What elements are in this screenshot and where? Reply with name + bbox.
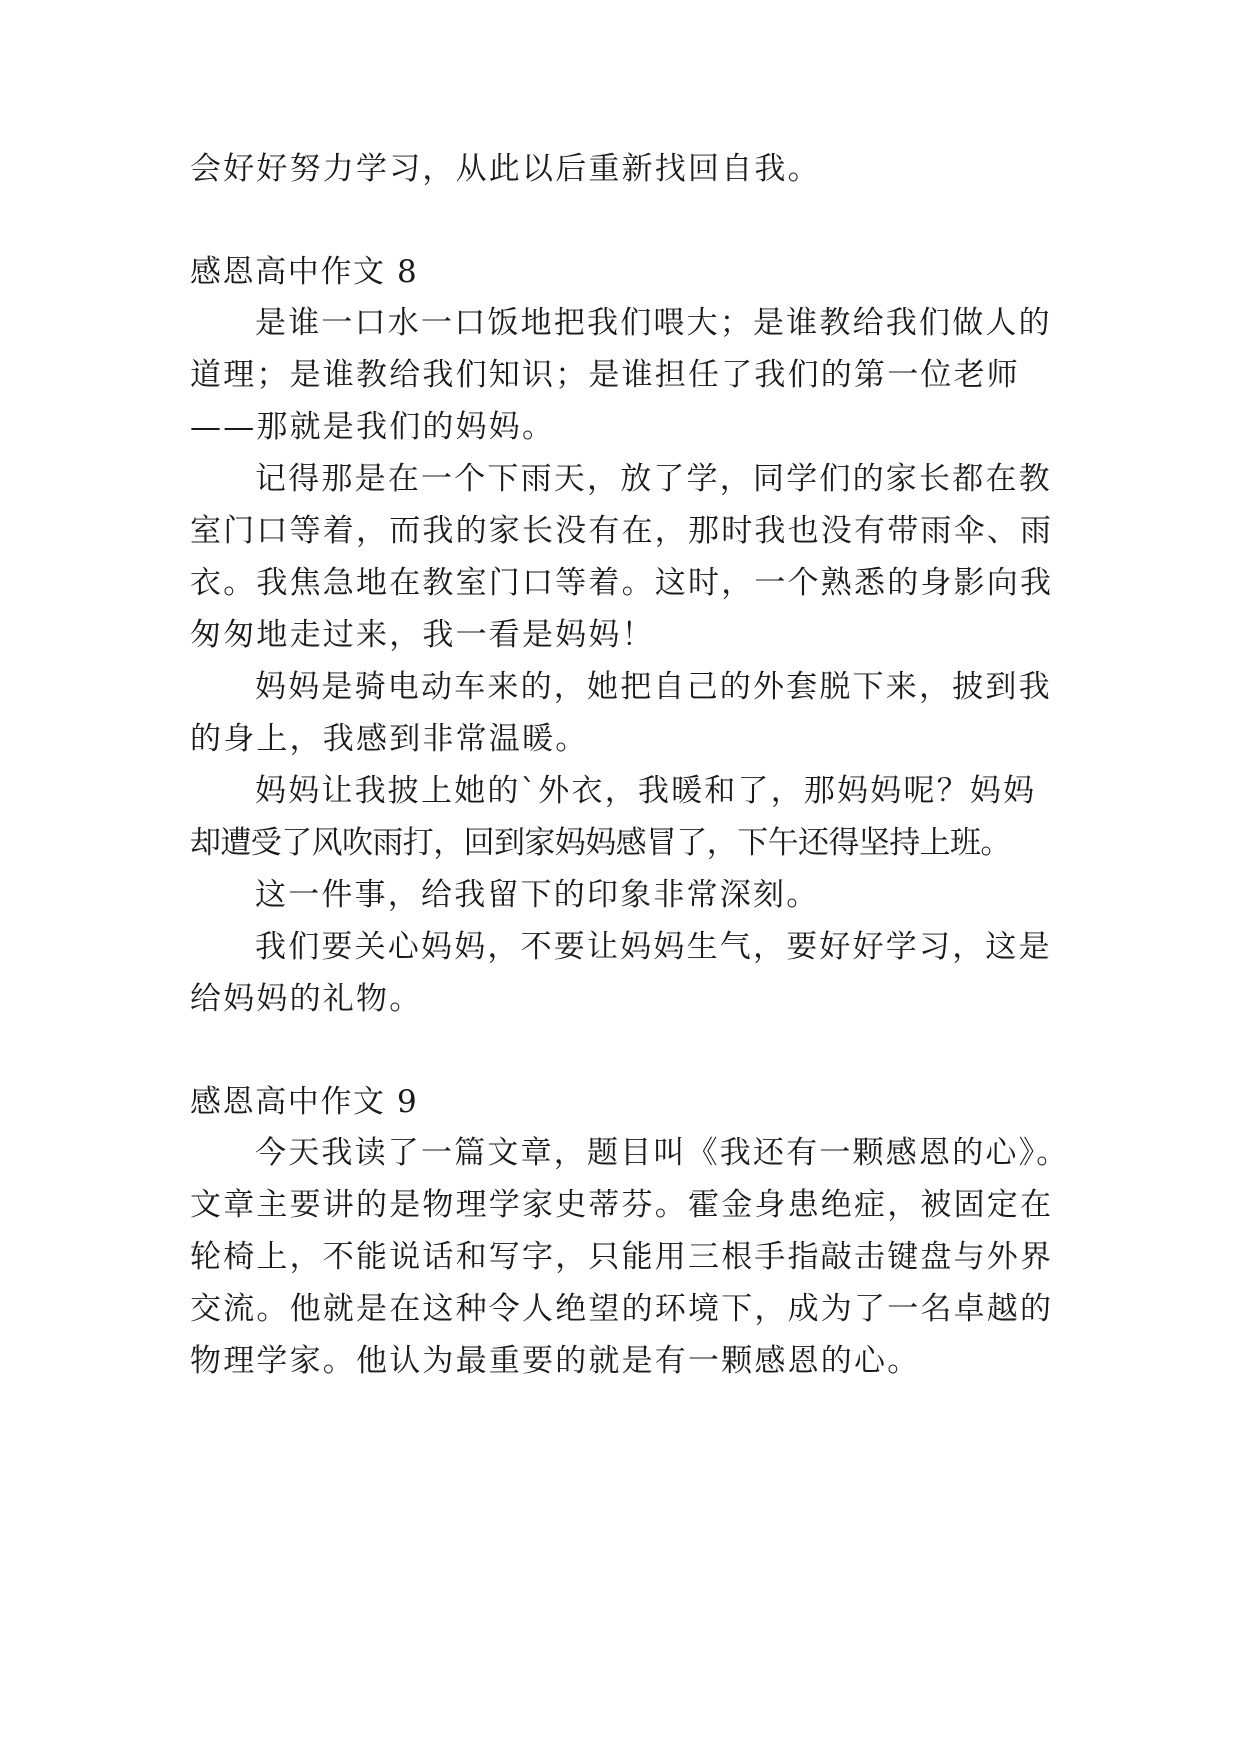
text-line: 妈妈让我披上她的`外衣，我暖和了，那妈妈呢？妈妈 [255,773,1037,809]
essay-9-title: 感恩高中作文 9 [190,1084,419,1120]
text-line: 物理学家。他认为最重要的就是有一颗感恩的心。 [190,1343,921,1379]
essay-8-title: 感恩高中作文 8 [190,254,419,290]
text-line: 给妈妈的礼物。 [190,981,423,1017]
text-line: 我们要关心妈妈，不要让妈妈生气，要好好学习，这是 [255,929,1052,965]
text-line: 室门口等着，而我的家长没有在，那时我也没有带雨伞、雨 [190,513,1054,549]
text-line: 交流。他就是在这种令人绝望的环境下，成为了一名卓越的 [190,1291,1054,1327]
text-line: 今天我读了一篇文章，题目叫《我还有一颗感恩的心》。 [255,1135,1070,1171]
text-line: 妈妈是骑电动车来的，她把自己的外套脱下来，披到我 [255,669,1052,705]
text-line: 衣。我焦急地在教室门口等着。这时，一个熟悉的身影向我 [190,565,1054,601]
text-line: 是谁一口水一口饭地把我们喂大；是谁教给我们做人的 [255,305,1052,341]
text-line: 却遭受了风吹雨打，回到家妈妈感冒了，下午还得坚持上班。 [190,825,1011,861]
text-line: 道理；是谁教给我们知识；是谁担任了我们的第一位老师 [190,357,1020,393]
text-line: 文章主要讲的是物理学家史蒂芬。霍金身患绝症，被固定在 [190,1187,1054,1223]
text-line: 的身上，我感到非常温暖。 [190,721,589,757]
intro-line: 会好好努力学习，从此以后重新找回自我。 [190,151,821,187]
text-line: 匆匆地走过来，我一看是妈妈！ [190,617,655,653]
text-line: ——那就是我们的妈妈。 [190,409,556,445]
text-line: 轮椅上，不能说话和写字，只能用三根手指敲击键盘与外界 [190,1239,1054,1275]
text-line: 这一件事，给我留下的印象非常深刻。 [255,877,820,913]
text-line: 记得那是在一个下雨天，放了学，同学们的家长都在教 [255,461,1052,497]
